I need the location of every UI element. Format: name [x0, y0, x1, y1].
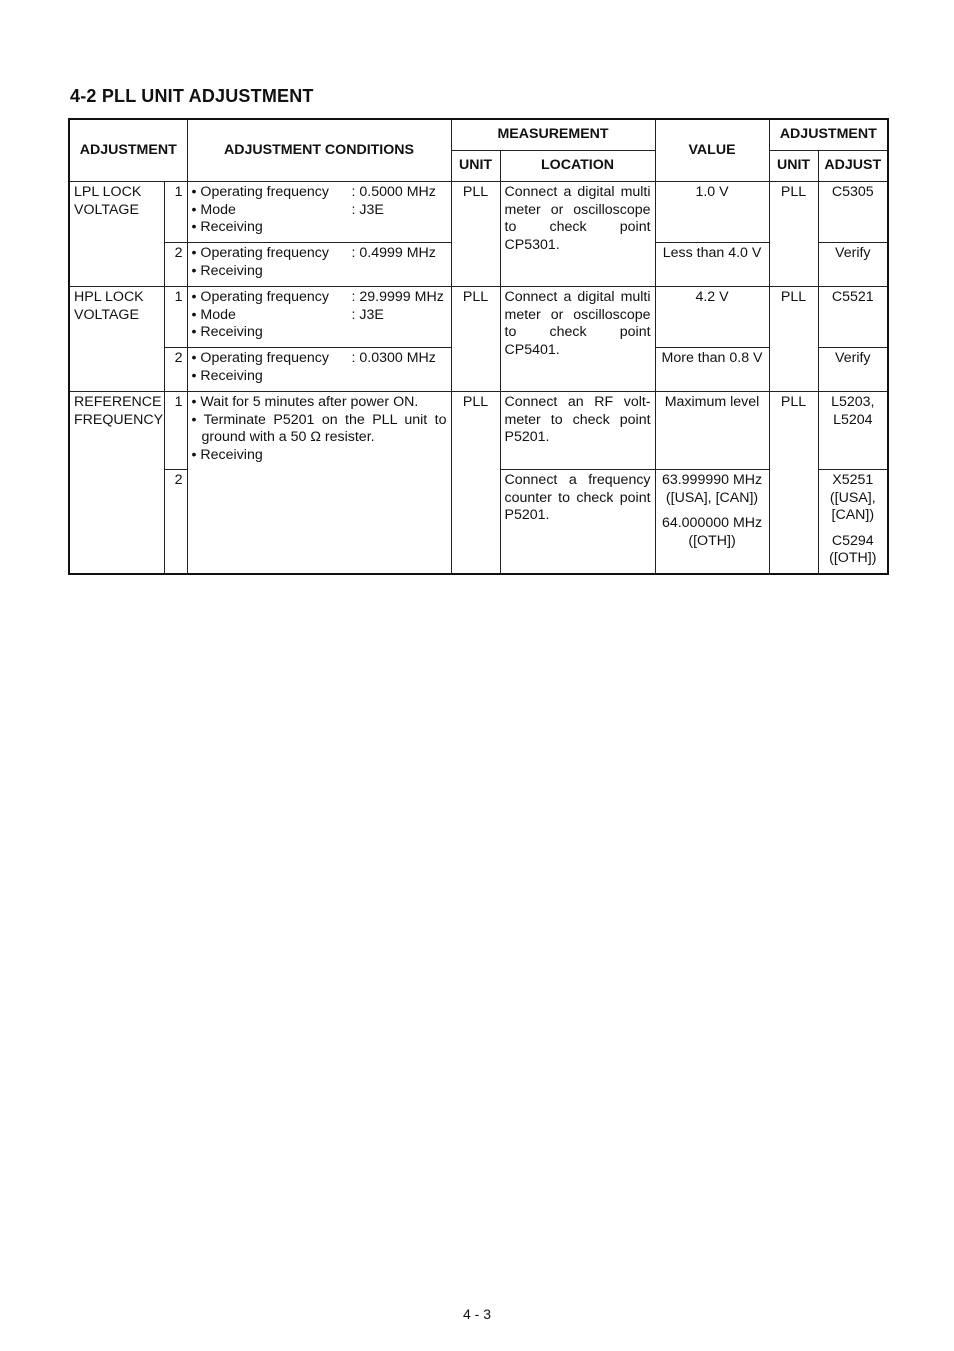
- step-number: 1: [164, 287, 187, 348]
- header-value: VALUE: [655, 119, 769, 182]
- condition-value: : J3E: [351, 201, 384, 218]
- condition-item: • Wait for 5 minutes after power ON.: [191, 394, 419, 410]
- adjust-part: C5521: [818, 287, 888, 348]
- step-number: 2: [164, 243, 187, 287]
- condition-label: • Operating frequency: [191, 184, 329, 200]
- adjustment-conditions: [187, 243, 451, 287]
- adjust-part: C5305: [818, 182, 888, 243]
- header-measurement-location: LOCATION: [500, 151, 655, 182]
- measurement-location: Connect a digital multi meter or oscilloscope to check point CP5401.: [500, 287, 655, 392]
- step-number: 2: [164, 348, 187, 392]
- header-adjustment: ADJUSTMENT: [69, 119, 187, 182]
- pll-adjustment-table: [68, 118, 889, 575]
- value: 4.2 V: [655, 287, 769, 348]
- adjustment-unit: PLL: [769, 182, 818, 287]
- table-row: [69, 182, 888, 243]
- adjustment-conditions: [187, 392, 451, 574]
- adjustment-conditions: [187, 348, 451, 392]
- adjustment-name: REFERENCE FREQUENCY: [69, 392, 164, 574]
- page-number: 4 - 3: [462, 1306, 491, 1322]
- value-usa-can: 63.999990 MHz ([USA], [CAN]): [661, 472, 763, 506]
- value: More than 0.8 V: [655, 348, 769, 392]
- adjustment-name: HPL LOCK VOLTAGE: [69, 287, 164, 392]
- table-row: [69, 287, 888, 348]
- header-adjustment-unit: UNIT: [769, 151, 818, 182]
- condition-value: : 0.0300 MHz: [351, 350, 436, 366]
- condition-value: : 0.5000 MHz: [351, 184, 436, 200]
- adjustment-conditions: [187, 182, 451, 243]
- condition-label: • Operating frequency: [191, 289, 329, 305]
- measurement-location: Connect an RF volt-meter to check point P5201.: [500, 392, 655, 470]
- step-number: 1: [164, 392, 187, 470]
- measurement-unit: PLL: [451, 287, 500, 392]
- header-measurement: MEASUREMENT: [451, 119, 655, 151]
- header-adjustment-conditions: ADJUSTMENT CONDITIONS: [187, 119, 451, 182]
- condition-item: • Receiving: [191, 446, 263, 463]
- header-adjustment-group: ADJUSTMENT: [769, 119, 888, 151]
- condition-item: • Terminate P5201 on the PLL unit to ground with a 50 Ω resister.: [191, 411, 447, 445]
- condition-item: • Receiving: [191, 219, 263, 235]
- adjust-part: [818, 470, 888, 574]
- step-number: 2: [164, 470, 187, 574]
- value-oth: 64.000000 MHz ([OTH]): [661, 515, 763, 549]
- measurement-location: Connect a frequency counter to check point P5201.: [500, 470, 655, 574]
- value: Maximum level: [655, 392, 769, 470]
- adjust-oth: C5294 ([OTH]): [829, 532, 877, 566]
- adjustment-name: LPL LOCK VOLTAGE: [69, 182, 164, 287]
- adjust-part: Verify: [818, 348, 888, 392]
- measurement-unit: PLL: [451, 392, 500, 574]
- adjust-usa-can: X5251 ([USA], [CAN]): [829, 472, 876, 523]
- adjustment-unit: PLL: [769, 287, 818, 392]
- condition-value: : 0.4999 MHz: [351, 245, 436, 261]
- value: Less than 4.0 V: [655, 243, 769, 287]
- table-row: [69, 392, 888, 470]
- condition-item: • Receiving: [191, 262, 263, 279]
- section-title: 4-2 PLL UNIT ADJUSTMENT: [70, 86, 314, 106]
- adjustment-unit: PLL: [769, 392, 818, 574]
- condition-label: • Mode: [191, 306, 236, 323]
- value: 1.0 V: [655, 182, 769, 243]
- condition-value: : J3E: [351, 306, 384, 323]
- condition-label: • Mode: [191, 201, 236, 218]
- adjustment-conditions: [187, 287, 451, 348]
- condition-item: • Receiving: [191, 324, 263, 340]
- condition-label: • Operating frequency: [191, 350, 329, 366]
- adjust-part: Verify: [818, 243, 888, 287]
- condition-value: : 29.9999 MHz: [351, 289, 444, 305]
- step-number: 1: [164, 182, 187, 243]
- header-measurement-unit: UNIT: [451, 151, 500, 182]
- adjust-part: L5203, L5204: [818, 392, 888, 470]
- value: [655, 470, 769, 574]
- measurement-location: Connect a digital multi meter or oscilloscope to check point CP5301.: [500, 182, 655, 287]
- measurement-unit: PLL: [451, 182, 500, 287]
- condition-item: • Receiving: [191, 367, 263, 384]
- header-adjustment-adjust: ADJUST: [818, 151, 888, 182]
- condition-label: • Operating frequency: [191, 245, 329, 261]
